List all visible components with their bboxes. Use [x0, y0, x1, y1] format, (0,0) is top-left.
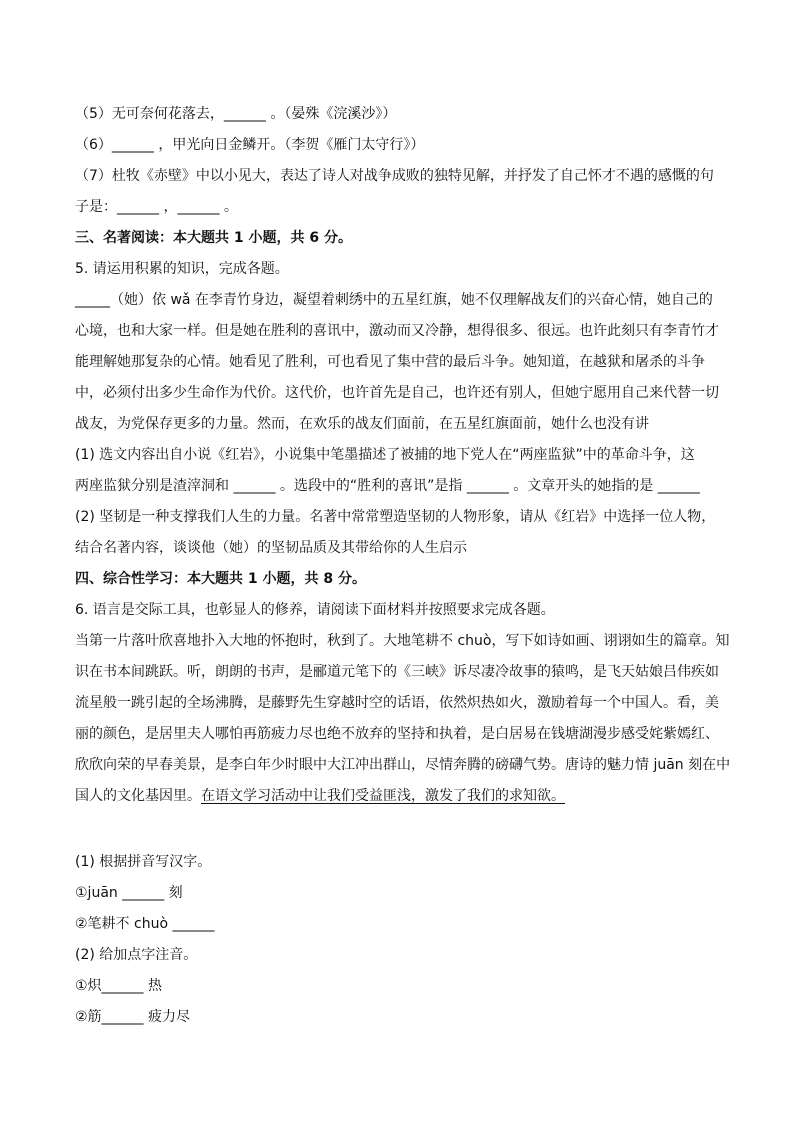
passage-line: 心境，也和大家一样。但是她在胜利的喜讯中，激动而又冷静，想得很多、很远。也许此刻只有李青竹才 [75, 323, 719, 339]
passage-line: 能理解她那复杂的心情。她看见了胜利，可也看见了集中营的最后斗争。她知道，在越狱和屠杀的斗争 [75, 354, 705, 370]
poetry-item-6: （6）______ ，甲光向日金鳞开。（李贺《雁门太守行》） [75, 137, 425, 153]
question-6-1: (1) 根据拼音写汉字。 [75, 854, 212, 870]
question-6-2: (2) 给加点字注音。 [75, 947, 198, 963]
passage-last-plain: 国人的文化基因里。 [75, 788, 201, 804]
passage-line: 中，必须付出多少生命作为代价。这代价，也许首先是自己，也许还有别人，但她宁愿用自己来代替一切 [75, 385, 719, 401]
poetry-item-5: （5）无可奈何花落去，______ 。（晏殊《浣溪沙》） [75, 106, 397, 122]
section-3-heading: 三、名著阅读：本大题共 1 小题，共 6 分。 [75, 230, 352, 246]
underlined-sentence: 在语文学习活动中让我们受益匪浅，激发了我们的求知欲。 [201, 788, 565, 804]
question-5-1-cont: 两座监狱分别是渣滓洞和 ______ 。选段中的“胜利的喜讯”是指 ______ 。文章开头的她指的是 ______ [75, 478, 700, 494]
passage-line: 识在书本间跳跃。听，朗朗的书声，是郦道元笔下的《三峡》诉尽凄冷故事的猿鸣，是飞天姑娘吕伟疾如 [75, 664, 719, 680]
question-6-2-b: ②筋______ 疲力尽 [75, 1009, 191, 1025]
question-5-title: 5. 请运用积累的知识，完成各题。 [75, 261, 289, 277]
question-6-1-a: ①juān ______ 刻 [75, 885, 183, 901]
passage-line: 欣欣向荣的早春美景，是李白年少时眼中大江冲出群山，尽情奔腾的磅礴气势。唐诗的魅力情 juān 刻在中 [75, 757, 731, 773]
question-5-2-cont: 结合名著内容，谈谈他（她）的坚韧品质及其带给你的人生启示 [75, 540, 467, 556]
passage-line: 流星般一跳引起的全场沸腾，是藤野先生穿越时空的话语，依然炽热如火，激励着每一个中国人。看，美 [75, 695, 719, 711]
passage-line: _____（她）依 wǎ 在李青竹身边，凝望着刺绣中的五星红旗，她不仅理解战友们的兴奋心情，她自己的 [75, 292, 713, 308]
passage-last-line [75, 787, 725, 805]
section-4-heading: 四、综合性学习：本大题共 1 小题，共 8 分。 [75, 571, 366, 587]
passage-line: 丽的颜色，是居里夫人哪怕再筋疲力尽也绝不放弃的坚持和执着，是白居易在钱塘湖漫步感受姹紫嫣红、 [75, 726, 719, 742]
question-6-2-a: ①炽______ 热 [75, 978, 163, 994]
poetry-item-7: （7）杜牧《赤壁》中以小见大，表达了诗人对战争成败的独特见解，并抒发了自己怀才不遇的感慨的句 [75, 168, 714, 184]
question-5-2: (2) 坚韧是一种支撑我们人生的力量。名著中常常塑造坚韧的人物形象，请从《红岩》中选择一位人物， [75, 509, 716, 525]
poetry-item-7-answer: 子是：______ ，______ 。 [75, 199, 238, 215]
question-6-title: 6. 语言是交际工具，也彰显人的修养，请阅读下面材料并按照要求完成各题。 [75, 602, 555, 618]
question-6-1-b: ②笔耕不 chuò ______ [75, 916, 215, 932]
passage-line: 当第一片落叶欣喜地扑入大地的怀抱时，秋到了。大地笔耕不 chuò，写下如诗如画、诩诩如生的篇章。知 [75, 633, 730, 649]
question-5-1: (1) 选文内容出自小说《红岩》，小说集中笔墨描述了被捕的地下党人在“两座监狱”中的革命斗争，这 [75, 447, 695, 463]
passage-line: 战友，为党保存更多的力量。然而，在欢乐的战友们面前，在五星红旗面前，她什么也没有讲 [75, 416, 649, 432]
